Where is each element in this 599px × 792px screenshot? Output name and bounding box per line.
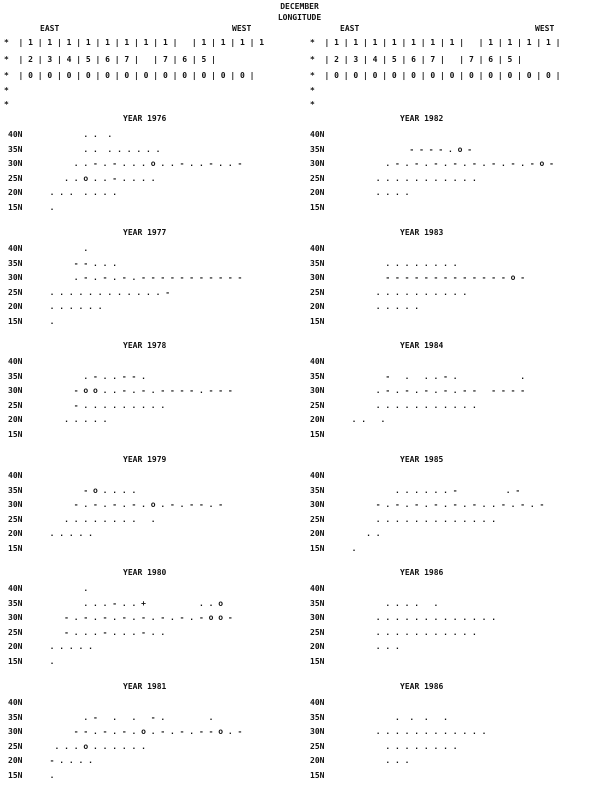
observation-row: . . . . . . . . . . . . . [342,613,497,622]
observation-row: . . . . [342,188,410,197]
observation-row: . . . . . [342,302,420,311]
observation-row: - - . - . - . o . - . - . - - o . - [40,727,243,736]
latitude-label: 15N [310,657,325,666]
observation-row: . . . - . . + . . o [40,599,224,608]
latitude-label: 20N [310,415,325,424]
latitude-label: 30N [8,727,23,736]
latitude-label: 25N [8,515,23,524]
latitude-label: 30N [8,613,23,622]
latitude-label: 30N [8,159,23,168]
observation-row: . [40,584,89,593]
year-label: YEAR 1986 [400,568,444,577]
latitude-label: 15N [310,544,325,553]
latitude-label: 40N [8,130,23,139]
observation-row: - . - . - . - . - . - . . - . - . - [342,500,545,509]
observation-row: . - . . - . . [40,713,214,722]
latitude-label: 40N [8,471,23,480]
latitude-label: 40N [310,698,325,707]
latitude-label: 35N [310,372,325,381]
year-panel [310,682,599,792]
header-right-row-3: * | 0 | 0 | 0 | 0 | 0 | 0 | 0 | 0 | 0 | 0 | 0 | 0 | [310,71,561,80]
observation-row: - o . . . . [40,486,137,495]
latitude-label: 35N [310,259,325,268]
latitude-label: 35N [310,145,325,154]
observation-row: . . . . . . [40,302,103,311]
latitude-label: 35N [8,713,23,722]
observation-row: . . . . . . . . [342,259,458,268]
year-panel [8,682,298,792]
year-panel [8,228,298,338]
year-panel [8,341,298,451]
observation-row: . [40,317,55,326]
observation-row: . . . . . . . . . . . . . [342,515,497,524]
observation-row: - - . . . [40,259,118,268]
latitude-label: 30N [310,613,325,622]
header-right-row-1: * | 1 | 1 | 1 | 1 | 1 | 1 | 1 | | 1 | 1 | 1 | 1 | [310,38,561,47]
latitude-label: 25N [310,515,325,524]
latitude-label: 15N [8,544,23,553]
observation-row: . . . . . . . . . . . . - [40,288,171,297]
latitude-label: 25N [310,742,325,751]
header-right-star-2: * [310,100,315,109]
latitude-label: 20N [8,529,23,538]
latitude-label: 40N [8,244,23,253]
observation-row: . . . . . [40,529,93,538]
header-left-row-3: * | 0 | 0 | 0 | 0 | 0 | 0 | 0 | 0 | 0 | 0 | 0 | 0 | [4,71,255,80]
latitude-label: 20N [8,302,23,311]
latitude-label: 40N [8,357,23,366]
year-panel [310,114,599,224]
header-left-star-1: * [4,86,9,95]
observation-row: . . . [40,130,113,139]
latitude-label: 40N [310,584,325,593]
header-right-east: EAST [340,24,360,33]
observation-row: . [40,657,55,666]
observation-row: - . - . - . - . - . - . - . - o o - [40,613,233,622]
latitude-label: 40N [310,357,325,366]
latitude-label: 25N [310,174,325,183]
latitude-label: 20N [310,529,325,538]
observation-row: . [40,244,89,253]
latitude-label: 30N [310,386,325,395]
latitude-label: 30N [8,273,23,282]
latitude-label: 35N [8,372,23,381]
latitude-label: 35N [8,599,23,608]
header-right-star-1: * [310,86,315,95]
observation-row: . . . . . . . . . . . [342,174,477,183]
latitude-label: 20N [310,188,325,197]
observation-row: - . . . - . . . - . . [40,628,166,637]
latitude-label: 30N [8,386,23,395]
latitude-label: 35N [8,486,23,495]
latitude-label: 15N [310,317,325,326]
header-left-row-1: * | 1 | 1 | 1 | 1 | 1 | 1 | 1 | 1 | | 1 | 1 | 1 | 1 [4,38,265,47]
header-left-star-2: * [4,100,9,109]
latitude-label: 20N [310,642,325,651]
latitude-label: 25N [310,401,325,410]
latitude-label: 30N [310,273,325,282]
year-panel [310,228,599,338]
observation-row: . - . - . - . - . - - - - - - [342,386,526,395]
latitude-label: 20N [8,642,23,651]
observation-row: . - . . - - . [40,372,146,381]
latitude-label: 15N [8,430,23,439]
page-title: DECEMBER [280,2,319,11]
latitude-label: 25N [310,628,325,637]
observation-row: . . . [342,415,386,424]
header-left-row-2: * | 2 | 3 | 4 | 5 | 6 | 7 | | 7 | 6 | 5 | [4,55,216,64]
latitude-label: 40N [310,130,325,139]
observation-row: . - . - . - . - . - . - . - . - o - [342,159,554,168]
observation-row: . [342,544,357,553]
year-label: YEAR 1985 [400,455,444,464]
observation-row: . . . . [342,713,448,722]
observation-row: . . . . . [40,415,108,424]
observation-row: - . - . - . - . o . - . - - . - [40,500,224,509]
observation-row: . [40,203,55,212]
latitude-label: 15N [310,430,325,439]
observation-row: . . . . . . . . . . . [342,401,477,410]
latitude-label: 25N [8,742,23,751]
year-panel [310,568,599,678]
year-label: YEAR 1980 [123,568,167,577]
year-label: YEAR 1981 [123,682,167,691]
observation-row: - . . . . . . . . . [40,401,166,410]
latitude-label: 15N [8,317,23,326]
observation-row: - . . . - . . [342,372,526,381]
latitude-label: 15N [310,771,325,780]
observation-row: . . . . . . . . [342,742,458,751]
year-label: YEAR 1979 [123,455,167,464]
observation-row: . . . [342,642,400,651]
observation-row: . . . [342,756,410,765]
year-label: YEAR 1978 [123,341,167,350]
latitude-label: 30N [310,727,325,736]
latitude-label: 20N [8,188,23,197]
header-right-west: WEST [535,24,555,33]
year-label: YEAR 1976 [123,114,167,123]
latitude-label: 40N [310,471,325,480]
latitude-label: 40N [8,698,23,707]
observation-row: . . [342,529,381,538]
latitude-label: 25N [8,288,23,297]
latitude-label: 40N [310,244,325,253]
observation-row: . . . . . [342,599,439,608]
year-label: YEAR 1977 [123,228,167,237]
observation-row: - - - - - - - - - - - - - o - [342,273,526,282]
observation-row: - . . . . [40,756,93,765]
observation-row: . . . . . . . . . [40,515,156,524]
latitude-label: 20N [310,756,325,765]
observation-row: . . . . . . . [40,188,118,197]
year-label: YEAR 1983 [400,228,444,237]
latitude-label: 35N [8,259,23,268]
header-right-row-2: * | 2 | 3 | 4 | 5 | 6 | 7 | | 7 | 6 | 5 | [310,55,522,64]
observation-row: . . . o . . . . . . [40,742,146,751]
observation-row: . [40,771,55,780]
latitude-label: 15N [310,203,325,212]
latitude-label: 20N [310,302,325,311]
latitude-label: 20N [8,756,23,765]
latitude-label: 15N [8,657,23,666]
latitude-label: 15N [8,203,23,212]
latitude-label: 35N [310,599,325,608]
observation-row: . - . - . - . - - - - - - - - - - - [40,273,243,282]
year-panel [8,114,298,224]
year-label: YEAR 1984 [400,341,444,350]
observation-row: . . . . . . . . . . [342,288,468,297]
latitude-label: 30N [8,500,23,509]
latitude-label: 40N [8,584,23,593]
observation-row: - - - - . o - [342,145,473,154]
axis-title-longitude: LONGITUDE [277,13,322,22]
latitude-label: 35N [310,486,325,495]
observation-row: . . . . . [40,642,93,651]
latitude-label: 15N [8,771,23,780]
year-label: YEAR 1982 [400,114,444,123]
observation-row: - o o . . - . - . - - - - . - - - [40,386,233,395]
latitude-label: 30N [310,159,325,168]
observation-row: . . . . . . . . [40,145,161,154]
observation-row: . . . . . . - . - [342,486,521,495]
latitude-label: 25N [8,628,23,637]
latitude-label: 35N [8,145,23,154]
observation-row: . . - . - . . . o . . - . . - . . - [40,159,243,168]
year-panel [310,455,599,565]
header-left-east: EAST [40,24,60,33]
observation-row: . . . . . . . . . . . [342,628,477,637]
year-panel [310,341,599,451]
header-left-west: WEST [232,24,252,33]
latitude-label: 35N [310,713,325,722]
latitude-label: 30N [310,500,325,509]
year-panel [8,568,298,678]
latitude-label: 25N [310,288,325,297]
year-label: YEAR 1986 [400,682,444,691]
latitude-label: 25N [8,401,23,410]
observation-row: . . . . . . . . . . . . [342,727,487,736]
year-panel [8,455,298,565]
latitude-label: 25N [8,174,23,183]
latitude-label: 20N [8,415,23,424]
observation-row: . . o . . - . . . . [40,174,156,183]
